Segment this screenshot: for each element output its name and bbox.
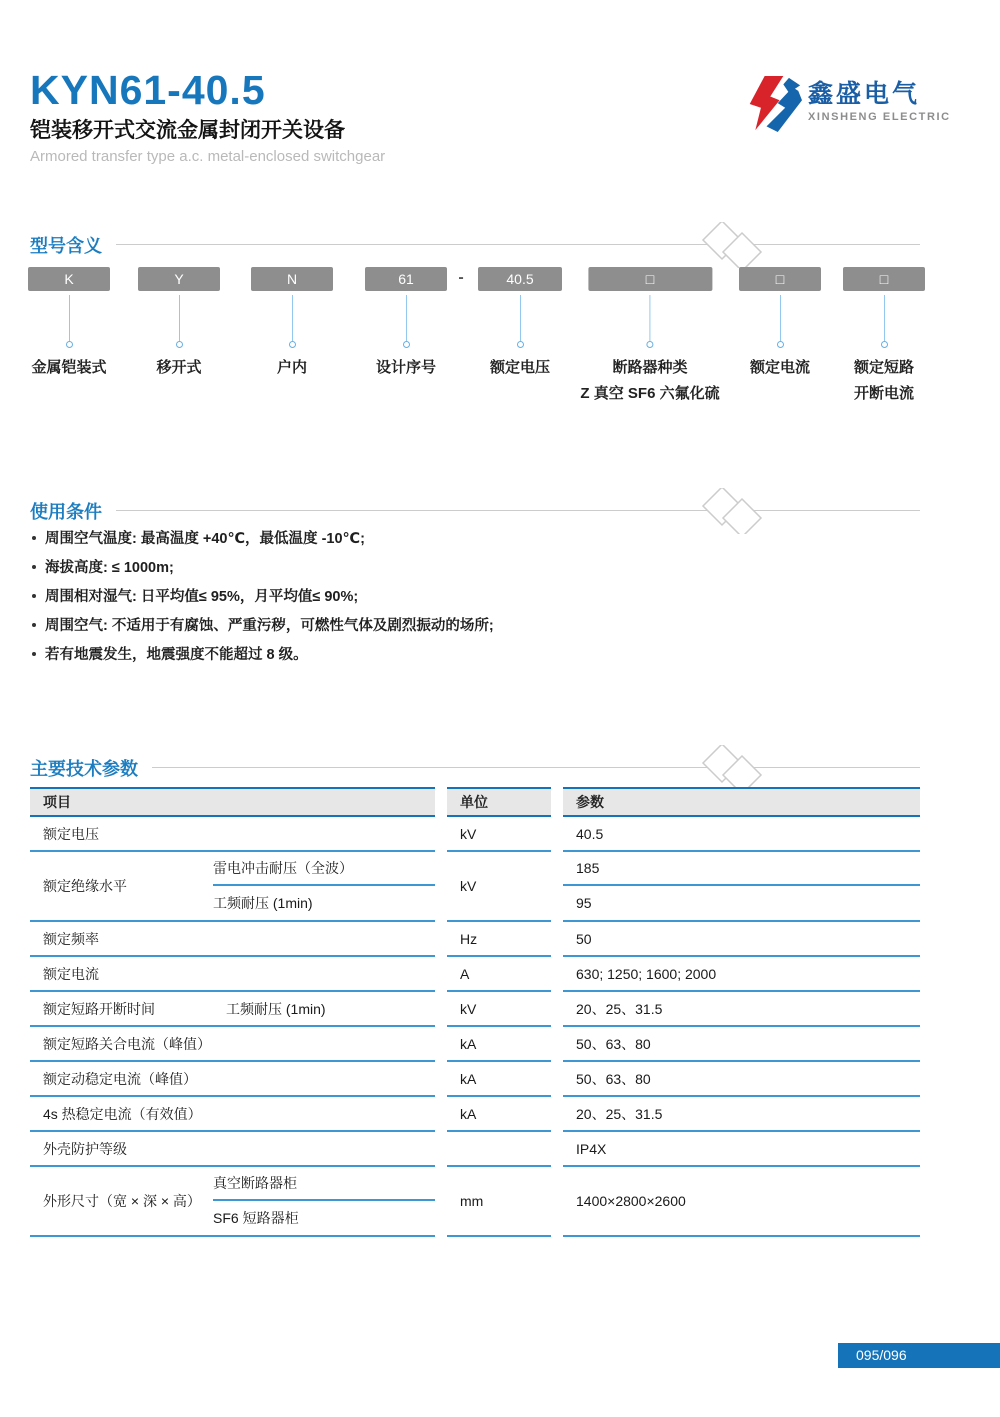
column-gap <box>435 1097 447 1132</box>
model-code-box: □ <box>588 267 712 291</box>
param-subvalues <box>563 852 920 920</box>
param-value: IP4X <box>563 1132 920 1167</box>
connector-line <box>520 295 521 341</box>
param-unit: kA <box>447 1027 551 1062</box>
connector-line <box>650 295 651 341</box>
column-gap <box>551 922 563 957</box>
segment-label-line1: 设计序号 <box>375 359 436 376</box>
param-item: 额定短路开断时间 <box>43 1000 155 1017</box>
connector-line <box>69 295 70 341</box>
column-gap <box>551 1062 563 1097</box>
column-gap <box>435 1027 447 1062</box>
param-subitems <box>213 852 435 920</box>
section-rule <box>152 745 920 791</box>
param-item: 额定动稳定电流（峰值） <box>30 1062 435 1097</box>
section-title: 主要技术参数 <box>30 759 138 779</box>
page-number-badge: 095/096 <box>838 1343 1000 1368</box>
model-meaning-diagram <box>0 267 1000 427</box>
table-row <box>30 1132 920 1167</box>
param-item: 额定电压 <box>30 817 435 852</box>
logo-x-icon <box>746 74 802 134</box>
column-header-unit: 单位 <box>447 787 551 817</box>
table-row <box>30 957 920 992</box>
column-gap <box>551 852 563 922</box>
list-item <box>32 523 494 552</box>
section-model-meaning-header <box>30 222 920 268</box>
product-model: KYN61-40.5 <box>30 67 266 113</box>
param-item: 外形尺寸（宽 × 深 × 高） <box>43 1193 201 1209</box>
segment-label <box>365 355 447 381</box>
model-segment-61 <box>365 267 447 381</box>
model-segment-rated-current <box>739 267 821 381</box>
connector-dot <box>881 341 888 348</box>
segment-label <box>580 355 719 407</box>
model-code-box: N <box>251 267 333 291</box>
column-gap <box>435 992 447 1027</box>
section-divider-ornament-icon <box>694 488 770 534</box>
param-value: 20、25、31.5 <box>563 992 920 1027</box>
table-row <box>30 1097 920 1132</box>
list-item-text: 若有地震发生，地震强度不能超过 8 级。 <box>45 647 308 663</box>
product-title-cn: 铠装移开式交流金属封闭开关设备 <box>30 119 345 142</box>
company-logo <box>746 74 951 134</box>
table-row-merged <box>30 852 920 922</box>
table-row <box>30 992 920 1027</box>
table-row <box>30 1027 920 1062</box>
param-unit: kV <box>447 852 551 922</box>
connector-line <box>179 295 180 341</box>
model-code-separator: - <box>458 269 464 286</box>
param-unit <box>447 1132 551 1167</box>
param-value: 20、25、31.5 <box>563 1097 920 1132</box>
model-segment-breaker-type <box>580 267 719 407</box>
param-value: 50、63、80 <box>563 1062 920 1097</box>
bullet-icon <box>32 536 36 540</box>
model-segment-breaking-current <box>843 267 925 407</box>
segment-label-line1: 额定电压 <box>489 359 550 376</box>
table-row <box>30 817 920 852</box>
param-subitem: 工频耐压 (1min) <box>213 895 313 911</box>
segment-label <box>478 355 562 381</box>
column-gap <box>435 1167 447 1237</box>
param-value: 50、63、80 <box>563 1027 920 1062</box>
column-gap <box>435 957 447 992</box>
param-subitems <box>213 1167 435 1235</box>
param-unit: kA <box>447 1062 551 1097</box>
logo-name-en: XINSHENG ELECTRIC <box>808 111 951 123</box>
segment-label <box>843 355 925 407</box>
column-gap <box>551 957 563 992</box>
section-title: 型号含义 <box>30 236 102 256</box>
segment-label <box>28 355 110 381</box>
model-code-box: □ <box>843 267 925 291</box>
param-item: 4s 热稳定电流（有效值） <box>30 1097 435 1132</box>
section-divider-ornament-icon <box>694 222 770 268</box>
param-subitem: 真空断路器柜 <box>213 1167 435 1201</box>
bullet-icon <box>32 594 36 598</box>
param-value: 185 <box>563 852 920 886</box>
param-item: 额定绝缘水平 <box>43 878 127 894</box>
divider-line <box>152 767 920 768</box>
column-gap <box>435 852 447 922</box>
page-header <box>30 68 385 167</box>
param-item: 额定频率 <box>30 922 435 957</box>
param-value: 95 <box>576 895 592 911</box>
divider-line <box>116 244 920 245</box>
connector-dot <box>647 341 654 348</box>
segment-label-line1: 金属铠装式 <box>31 359 107 376</box>
column-gap <box>435 1062 447 1097</box>
model-segment-40-5 <box>478 267 562 381</box>
segment-label <box>251 355 333 381</box>
column-gap <box>435 787 447 817</box>
segment-label <box>739 355 821 381</box>
list-item <box>32 581 494 610</box>
list-item <box>32 610 494 639</box>
model-code-box: 40.5 <box>478 267 562 291</box>
param-item-group <box>30 992 435 1027</box>
connector-dot <box>289 341 296 348</box>
param-value: 630; 1250; 1600; 2000 <box>563 957 920 992</box>
column-gap <box>435 1132 447 1167</box>
segment-label-line2: Z 真空 SF6 六氟化硫 <box>580 385 720 402</box>
column-gap <box>551 787 563 817</box>
usage-conditions-list <box>32 523 494 668</box>
connector-dot <box>517 341 524 348</box>
segment-label-line1: 移开式 <box>156 359 202 376</box>
column-gap <box>551 1027 563 1062</box>
param-subitem: 雷电冲击耐压（全波） <box>213 852 435 886</box>
column-gap <box>435 922 447 957</box>
param-item: 额定电流 <box>30 957 435 992</box>
list-item <box>32 552 494 581</box>
divider-line <box>116 510 920 511</box>
column-gap <box>551 817 563 852</box>
section-rule <box>116 222 920 268</box>
bullet-icon <box>32 565 36 569</box>
connector-line <box>406 295 407 341</box>
param-item-group <box>30 852 435 922</box>
segment-label-line2: 开断电流 <box>853 385 914 402</box>
column-gap <box>551 1167 563 1237</box>
connector-dot <box>66 341 73 348</box>
segment-label-line1: 额定电流 <box>749 359 810 376</box>
param-subitem: SF6 短路器柜 <box>213 1210 299 1226</box>
column-gap <box>551 992 563 1027</box>
model-segment-y <box>138 267 220 381</box>
param-value: 1400×2800×2600 <box>563 1167 920 1237</box>
connector-dot <box>403 341 410 348</box>
param-unit: mm <box>447 1167 551 1237</box>
model-code-box: Y <box>138 267 220 291</box>
column-header-value: 参数 <box>563 787 920 817</box>
connector-dot <box>777 341 784 348</box>
list-item-text: 海拔高度: ≤ 1000m; <box>45 560 174 576</box>
segment-label-line1: 户内 <box>276 359 307 376</box>
model-code-box: K <box>28 267 110 291</box>
connector-line <box>780 295 781 341</box>
segment-label-line1: 断路器种类 <box>612 359 688 376</box>
param-value: 40.5 <box>563 817 920 852</box>
param-value-group <box>563 852 920 922</box>
bullet-icon <box>32 623 36 627</box>
logo-text <box>808 74 951 124</box>
param-item: 额定短路关合电流（峰值） <box>30 1027 435 1062</box>
parameters-table <box>30 787 920 1237</box>
bullet-icon <box>32 652 36 656</box>
param-item-group <box>30 1167 435 1237</box>
column-gap <box>551 1132 563 1167</box>
model-code-box: □ <box>739 267 821 291</box>
section-divider-ornament-icon <box>694 745 770 791</box>
param-unit: kV <box>447 817 551 852</box>
param-unit: kA <box>447 1097 551 1132</box>
param-value: 50 <box>563 922 920 957</box>
param-unit: Hz <box>447 922 551 957</box>
param-unit: kV <box>447 992 551 1027</box>
section-title: 使用条件 <box>30 502 102 522</box>
segment-label <box>138 355 220 381</box>
column-header-item: 项目 <box>30 787 435 817</box>
list-item-text: 周围相对湿气: 日平均值≤ 95%，月平均值≤ 90%; <box>45 589 359 605</box>
product-title-en: Armored transfer type a.c. metal-enclosed switchgear <box>30 148 386 165</box>
connector-dot <box>176 341 183 348</box>
connector-line <box>292 295 293 341</box>
model-segment-k <box>28 267 110 381</box>
list-item <box>32 639 494 668</box>
table-row <box>30 1062 920 1097</box>
table-row <box>30 922 920 957</box>
param-unit: A <box>447 957 551 992</box>
model-segment-n <box>251 267 333 381</box>
table-header-row <box>30 787 920 817</box>
list-item-text: 周围空气: 不适用于有腐蚀、严重污秽，可燃性气体及剧烈振动的场所; <box>45 618 494 634</box>
param-subitem: 工频耐压 (1min) <box>226 1000 326 1017</box>
param-item: 外壳防护等级 <box>30 1132 435 1167</box>
connector-line <box>884 295 885 341</box>
logo-name-cn: 鑫盛电气 <box>808 80 921 108</box>
section-parameters-header <box>30 745 920 791</box>
model-code-box: 61 <box>365 267 447 291</box>
column-gap <box>551 1097 563 1132</box>
column-gap <box>435 817 447 852</box>
segment-label-line1: 额定短路 <box>853 359 914 376</box>
list-item-text: 周围空气温度: 最高温度 +40℃，最低温度 -10℃; <box>45 531 365 547</box>
table-row-merged <box>30 1167 920 1237</box>
